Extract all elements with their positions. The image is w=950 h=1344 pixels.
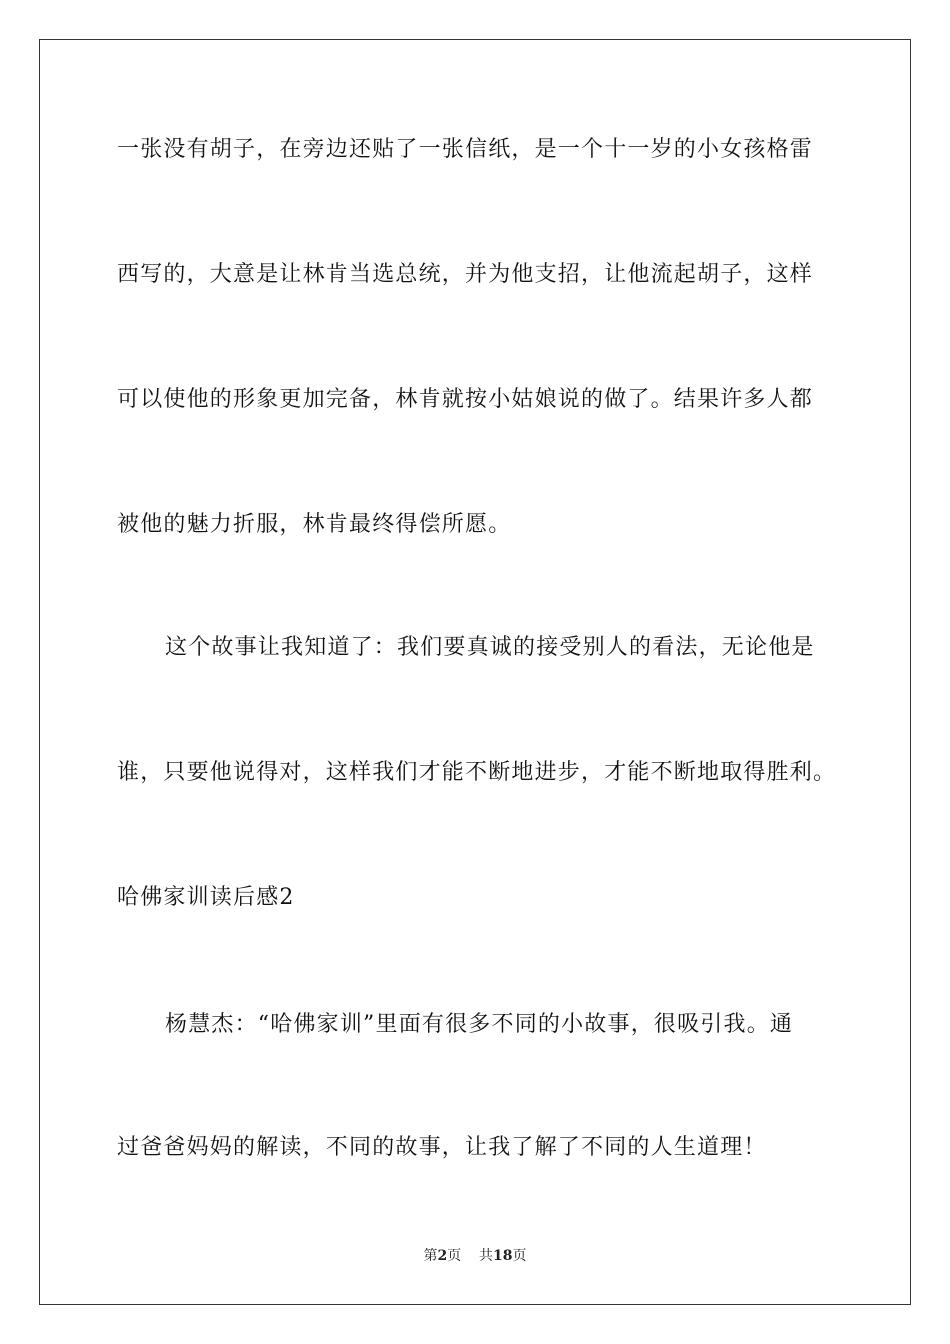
paragraph-yang-line-1: 杨慧杰：“哈佛家训”里面有很多不同的小故事，很吸引我。通 [165,1012,794,1037]
footer-page-suffix: 页 [447,1248,462,1264]
body-text-line-4: 被他的魅力折服，林肯最终得偿所愿。 [117,512,512,537]
section-heading: 哈佛家训读后感2 [117,885,295,910]
body-text-line-1: 一张没有胡子，在旁边还贴了一张信纸，是一个十一岁的小女孩格雷 [117,137,814,162]
body-text-line-3: 可以使他的形象更加完备，林肯就按小姑娘说的做了。结果许多人都 [117,387,814,412]
footer-page-prefix: 第 [423,1248,438,1264]
paragraph-yang-line-2: 过爸爸妈妈的解读，不同的故事，让我了解了不同的人生道理！ [117,1135,767,1160]
paragraph-lesson-line-2: 谁，只要他说得对，这样我们才能不断地进步，才能不断地取得胜利。 [117,760,837,785]
footer-total-suffix: 页 [512,1248,527,1264]
paragraph-lesson-line-1: 这个故事让我知道了：我们要真诚的接受别人的看法，无论他是 [165,635,815,660]
page-border [39,39,911,1305]
body-text-line-2: 西写的，大意是让林肯当选总统，并为他支招，让他流起胡子，这样 [117,262,814,287]
page-footer [0,1247,950,1265]
footer-total-prefix: 共 [479,1248,494,1264]
footer-total-pages: 18 [493,1248,513,1264]
footer-page-number: 2 [437,1248,448,1264]
